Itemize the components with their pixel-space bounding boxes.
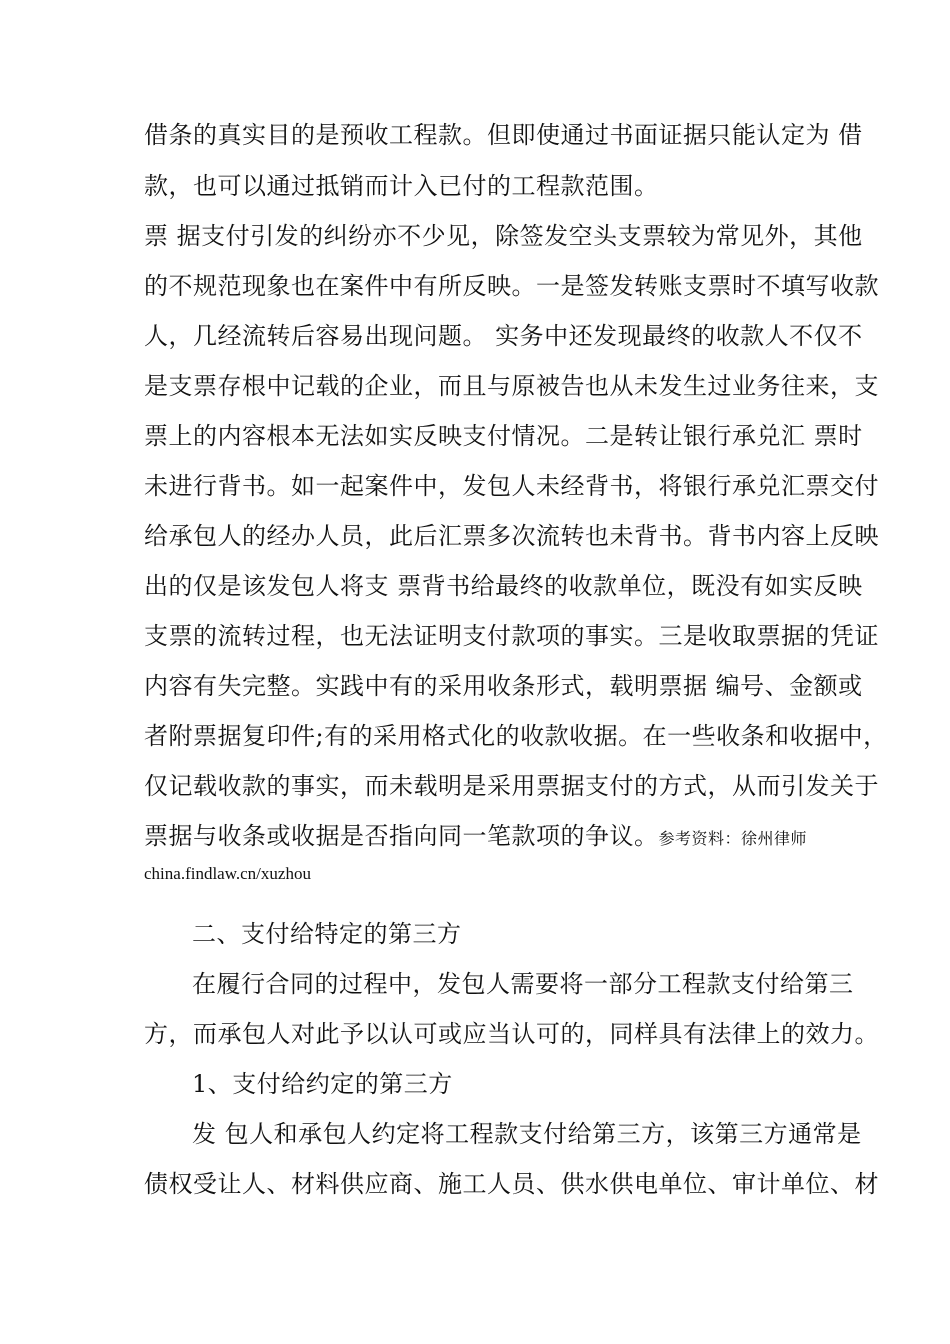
paragraph-2-line-2: 方，而承包人对此予以认可或应当认可的，同样具有法律上的效力。 [144,1020,879,1048]
paragraph-2-line-1: 在履行合同的过程中，发包人需要将一部分工程款支付给第三 [192,970,854,998]
reference-line-text: 票据与收条或收据是否指向同一笔款项的争议。 [144,822,659,850]
body-line-5: 人，几经流转后容易出现问题。 实务中还发现最终的收款人不仅不 [144,322,863,350]
subsection-heading: 1、支付给约定的第三方 [192,1070,453,1098]
body-line-9: 给承包人的经办人员，此后汇票多次流转也未背书。背书内容上反映 [144,522,879,550]
paragraph-3-line-2: 债权受让人、材料供应商、施工人员、供水供电单位、审计单位、材 [144,1170,879,1198]
body-line-1: 借条的真实目的是预收工程款。但即使通过书面证据只能认定为 借 [144,121,863,149]
body-line-6: 是支票存根中记载的企业，而且与原被告也从未发生过业务往来，支 [144,372,879,400]
section-heading: 二、支付给特定的第三方 [192,920,462,948]
body-line-14: 仅记载收款的事实，而未载明是采用票据支付的方式，从而引发关于 [144,772,879,800]
body-line-10: 出的仅是该发包人将支 票背书给最终的收款单位，既没有如实反映 [144,572,863,600]
body-line-4: 的不规范现象也在案件中有所反映。一是签发转账支票时不填写收款 [144,272,879,300]
body-line-11: 支票的流转过程，也无法证明支付款项的事实。三是收取票据的凭证 [144,622,879,650]
body-line-3: 票 据支付引发的纠纷亦不少见，除签发空头支票较为常见外，其他 [144,222,863,250]
body-line-13: 者附票据复印件;有的采用格式化的收款收据。在一些收条和收据中， [144,722,888,750]
body-line-7: 票上的内容根本无法如实反映支付情况。二是转让银行承兑汇 票时 [144,422,863,450]
body-line-12: 内容有失完整。实践中有的采用收条形式，载明票据 编号、金额或 [144,672,863,700]
reference-note: 参考资料：徐州律师 [658,829,808,848]
body-line-8: 未进行背书。如一起案件中，发包人未经背书，将银行承兑汇票交付 [144,472,879,500]
body-line-2: 款，也可以通过抵销而计入已付的工程款范围。 [144,172,659,200]
reference-url: china.findlaw.cn/xuzhou [144,864,311,883]
reference-line [144,818,806,854]
paragraph-3-line-1: 发 包人和承包人约定将工程款支付给第三方，该第三方通常是 [192,1120,862,1148]
